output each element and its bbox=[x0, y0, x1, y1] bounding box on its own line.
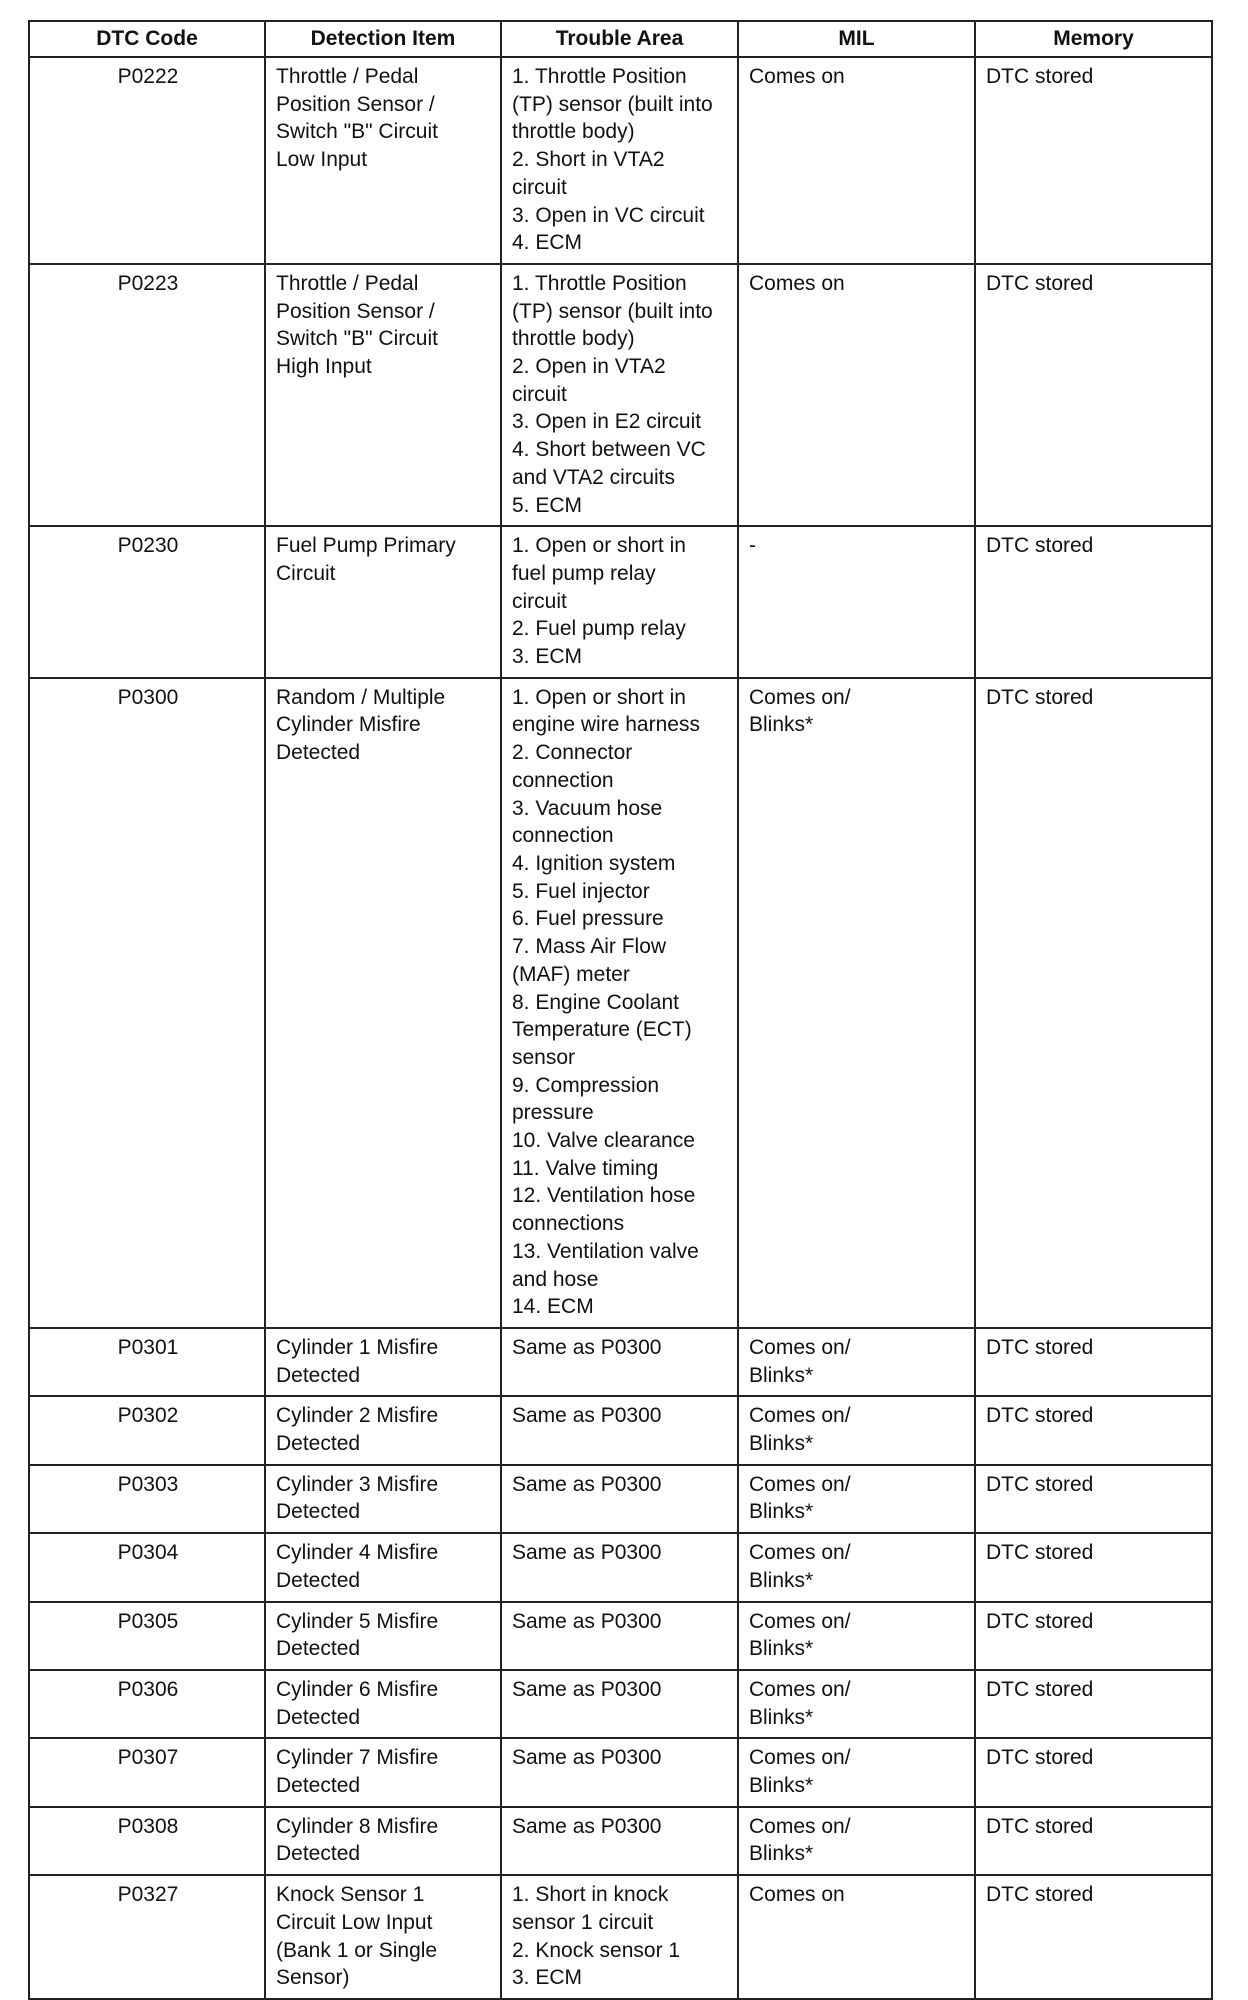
mil-cell bbox=[738, 526, 975, 678]
dtc-code-cell: P0304 bbox=[29, 1533, 265, 1601]
trouble-area-line: 1. Open or short in bbox=[512, 685, 686, 709]
table-row bbox=[29, 526, 1212, 678]
mil-cell bbox=[738, 1875, 975, 1999]
detection-item-cell bbox=[265, 1807, 501, 1875]
mil-cell bbox=[738, 264, 975, 526]
mil-line: Comes on/ bbox=[749, 1677, 851, 1701]
memory-cell bbox=[975, 678, 1212, 1328]
detection-item-cell bbox=[265, 1533, 501, 1601]
detection-item-line: High Input bbox=[276, 355, 372, 379]
trouble-area-cell bbox=[501, 1396, 738, 1464]
detection-item-line: Knock Sensor 1 bbox=[276, 1883, 425, 1907]
table-row bbox=[29, 57, 1212, 264]
trouble-area-line: 2. Connector bbox=[512, 741, 633, 765]
dtc-code-cell: P0302 bbox=[29, 1396, 265, 1464]
detection-item-line: Low Input bbox=[276, 148, 368, 172]
header-row bbox=[29, 21, 1212, 57]
trouble-area-cell bbox=[501, 1670, 738, 1738]
trouble-area-line: (MAF) meter bbox=[512, 962, 630, 986]
memory-line: DTC stored bbox=[986, 685, 1094, 709]
mil-cell bbox=[738, 1807, 975, 1875]
mil-line: Blinks* bbox=[749, 1637, 814, 1661]
memory-line: DTC stored bbox=[986, 65, 1094, 88]
dtc-table bbox=[28, 20, 1213, 2000]
trouble-area-line: 11. Valve timing bbox=[512, 1156, 659, 1180]
mil-cell bbox=[738, 57, 975, 264]
trouble-area-line: 5. Fuel injector bbox=[512, 879, 650, 903]
detection-item-line: Cylinder 4 Misfire bbox=[276, 1541, 439, 1565]
trouble-area-line: 6. Fuel pressure bbox=[512, 907, 664, 931]
mil-cell bbox=[738, 678, 975, 1328]
trouble-area-line: Same as P0300 bbox=[512, 1814, 662, 1838]
dtc-code-cell: P0306 bbox=[29, 1670, 265, 1738]
trouble-area-line: 8. Engine Coolant bbox=[512, 990, 679, 1014]
table-row bbox=[29, 1396, 1212, 1464]
trouble-area-line: Temperature (ECT) bbox=[512, 1018, 692, 1042]
dtc-code-cell: P0307 bbox=[29, 1738, 265, 1806]
mil-cell bbox=[738, 1602, 975, 1670]
trouble-area-line: connections bbox=[512, 1212, 625, 1236]
memory-cell bbox=[975, 1670, 1212, 1738]
mil-cell bbox=[738, 1670, 975, 1738]
detection-item-line: Throttle / Pedal bbox=[276, 65, 419, 88]
trouble-area-line: pressure bbox=[512, 1101, 594, 1125]
memory-line: DTC stored bbox=[986, 1677, 1094, 1701]
mil-line: Blinks* bbox=[749, 1705, 814, 1729]
trouble-area-line: Same as P0300 bbox=[512, 1541, 662, 1565]
memory-cell bbox=[975, 1465, 1212, 1533]
table-row bbox=[29, 1738, 1212, 1806]
trouble-area-cell bbox=[501, 526, 738, 678]
memory-cell bbox=[975, 1738, 1212, 1806]
trouble-area-line: 3. ECM bbox=[512, 1966, 583, 1990]
detection-item-cell bbox=[265, 1602, 501, 1670]
detection-item-line: Throttle / Pedal bbox=[276, 271, 419, 295]
detection-item-line: Cylinder 5 Misfire bbox=[276, 1609, 439, 1633]
mil-line: Blinks* bbox=[749, 1842, 814, 1866]
detection-item-line: Position Sensor / bbox=[276, 299, 435, 323]
memory-line: DTC stored bbox=[986, 1404, 1094, 1428]
detection-item-cell bbox=[265, 1875, 501, 1999]
mil-line: Comes on bbox=[749, 271, 845, 295]
mil-line: Comes on bbox=[749, 1883, 845, 1907]
trouble-area-line: 5. ECM bbox=[512, 493, 583, 517]
trouble-area-line: and VTA2 circuits bbox=[512, 465, 676, 489]
trouble-area-line: 12. Ventilation hose bbox=[512, 1184, 696, 1208]
mil-cell bbox=[738, 1533, 975, 1601]
trouble-area-line: 1. Throttle Position bbox=[512, 271, 687, 295]
trouble-area-line: 14. ECM bbox=[512, 1295, 594, 1319]
trouble-area-line: 2. Fuel pump relay bbox=[512, 617, 686, 641]
trouble-area-cell bbox=[501, 1807, 738, 1875]
trouble-area-cell bbox=[501, 1875, 738, 1999]
detection-item-line: Detected bbox=[276, 1705, 361, 1729]
detection-item-cell bbox=[265, 1328, 501, 1396]
mil-line: Comes on/ bbox=[749, 1541, 851, 1565]
table-row bbox=[29, 1465, 1212, 1533]
detection-item-line: Random / Multiple bbox=[276, 685, 446, 709]
dtc-code-cell: P0308 bbox=[29, 1807, 265, 1875]
trouble-area-line: 4. ECM bbox=[512, 231, 583, 255]
trouble-area-line: fuel pump relay bbox=[512, 561, 656, 585]
detection-item-line: Detected bbox=[276, 1774, 361, 1798]
mil-line: Comes on/ bbox=[749, 1814, 851, 1838]
detection-item-line: Position Sensor / bbox=[276, 92, 435, 116]
dtc-code-cell: P0222 bbox=[29, 57, 265, 264]
memory-cell bbox=[975, 57, 1212, 264]
mil-cell bbox=[738, 1738, 975, 1806]
trouble-area-line: circuit bbox=[512, 382, 567, 406]
mil-cell bbox=[738, 1465, 975, 1533]
detection-item-line: (Bank 1 or Single bbox=[276, 1938, 438, 1962]
trouble-area-line: engine wire harness bbox=[512, 713, 700, 737]
trouble-area-line: 3. ECM bbox=[512, 645, 583, 669]
memory-line: DTC stored bbox=[986, 1609, 1094, 1633]
trouble-area-line: sensor bbox=[512, 1045, 576, 1069]
detection-item-line: Cylinder 6 Misfire bbox=[276, 1677, 439, 1701]
dtc-code-cell: P0301 bbox=[29, 1328, 265, 1396]
detection-item-line: Cylinder 2 Misfire bbox=[276, 1404, 439, 1428]
detection-item-line: Circuit bbox=[276, 561, 336, 585]
detection-item-cell bbox=[265, 264, 501, 526]
mil-cell bbox=[738, 1396, 975, 1464]
dtc-code-cell: P0230 bbox=[29, 526, 265, 678]
trouble-area-line: Same as P0300 bbox=[512, 1404, 662, 1428]
trouble-area-line: 2. Short in VTA2 bbox=[512, 148, 665, 172]
detection-item-cell bbox=[265, 526, 501, 678]
table-row bbox=[29, 1602, 1212, 1670]
detection-item-line: Cylinder Misfire bbox=[276, 713, 421, 737]
memory-cell bbox=[975, 264, 1212, 526]
mil-line: Blinks* bbox=[749, 1774, 814, 1798]
memory-line: DTC stored bbox=[986, 534, 1094, 558]
detection-item-line: Detected bbox=[276, 741, 361, 765]
trouble-area-line: 7. Mass Air Flow bbox=[512, 935, 667, 959]
detection-item-line: Detected bbox=[276, 1842, 361, 1866]
detection-item-line: Cylinder 3 Misfire bbox=[276, 1472, 439, 1496]
trouble-area-line: Same as P0300 bbox=[512, 1746, 662, 1770]
mil-line: Comes on/ bbox=[749, 1404, 851, 1428]
memory-line: DTC stored bbox=[986, 1746, 1094, 1770]
trouble-area-line: (TP) sensor (built into bbox=[512, 299, 713, 323]
header-mil: MIL bbox=[738, 21, 975, 57]
mil-line: Comes on/ bbox=[749, 685, 851, 709]
trouble-area-line: Same as P0300 bbox=[512, 1335, 662, 1359]
detection-item-line: Detected bbox=[276, 1432, 361, 1456]
trouble-area-line: 3. Open in E2 circuit bbox=[512, 410, 702, 434]
mil-line: Comes on/ bbox=[749, 1472, 851, 1496]
trouble-area-line: 1. Open or short in bbox=[512, 534, 686, 558]
trouble-area-cell bbox=[501, 1328, 738, 1396]
mil-line: Comes on/ bbox=[749, 1609, 851, 1633]
memory-line: DTC stored bbox=[986, 1335, 1094, 1359]
memory-line: DTC stored bbox=[986, 271, 1094, 295]
trouble-area-line: 1. Short in knock bbox=[512, 1883, 669, 1907]
mil-line: Blinks* bbox=[749, 1568, 814, 1592]
memory-line: DTC stored bbox=[986, 1541, 1094, 1565]
trouble-area-line: 4. Short between VC bbox=[512, 438, 706, 462]
detection-item-line: Cylinder 8 Misfire bbox=[276, 1814, 439, 1838]
trouble-area-line: circuit bbox=[512, 175, 567, 199]
trouble-area-line: circuit bbox=[512, 589, 567, 613]
trouble-area-cell bbox=[501, 264, 738, 526]
detection-item-line: Detected bbox=[276, 1500, 361, 1524]
trouble-area-line: 9. Compression bbox=[512, 1073, 660, 1097]
memory-cell bbox=[975, 1396, 1212, 1464]
trouble-area-line: 3. Open in VC circuit bbox=[512, 203, 705, 227]
trouble-area-line: connection bbox=[512, 768, 614, 792]
trouble-area-cell bbox=[501, 1465, 738, 1533]
mil-line: Comes on bbox=[749, 65, 845, 88]
detection-item-line: Detected bbox=[276, 1637, 361, 1661]
trouble-area-line: 2. Knock sensor 1 bbox=[512, 1938, 681, 1962]
memory-cell bbox=[975, 1875, 1212, 1999]
mil-line: Blinks* bbox=[749, 1363, 814, 1387]
mil-line: Comes on/ bbox=[749, 1746, 851, 1770]
detection-item-line: Switch "B" Circuit bbox=[276, 120, 438, 144]
header-memory: Memory bbox=[975, 21, 1212, 57]
trouble-area-line: connection bbox=[512, 824, 614, 848]
mil-line: - bbox=[749, 534, 756, 558]
detection-item-line: Circuit Low Input bbox=[276, 1910, 433, 1934]
detection-item-line: Cylinder 1 Misfire bbox=[276, 1335, 439, 1359]
detection-item-line: Cylinder 7 Misfire bbox=[276, 1746, 439, 1770]
trouble-area-line: 1. Throttle Position bbox=[512, 65, 687, 88]
detection-item-cell bbox=[265, 1396, 501, 1464]
table-row bbox=[29, 1533, 1212, 1601]
trouble-area-line: Same as P0300 bbox=[512, 1472, 662, 1496]
trouble-area-line: (TP) sensor (built into bbox=[512, 92, 713, 116]
detection-item-line: Sensor) bbox=[276, 1966, 350, 1990]
memory-cell bbox=[975, 526, 1212, 678]
header-dtc-code: DTC Code bbox=[29, 21, 265, 57]
dtc-code-cell: P0303 bbox=[29, 1465, 265, 1533]
mil-line: Blinks* bbox=[749, 1432, 814, 1456]
mil-cell bbox=[738, 1328, 975, 1396]
detection-item-cell bbox=[265, 678, 501, 1328]
memory-cell bbox=[975, 1328, 1212, 1396]
memory-line: DTC stored bbox=[986, 1814, 1094, 1838]
detection-item-cell bbox=[265, 1738, 501, 1806]
memory-line: DTC stored bbox=[986, 1472, 1094, 1496]
detection-item-line: Switch "B" Circuit bbox=[276, 327, 438, 351]
trouble-area-cell bbox=[501, 1602, 738, 1670]
detection-item-cell bbox=[265, 1465, 501, 1533]
detection-item-cell bbox=[265, 1670, 501, 1738]
table-row bbox=[29, 678, 1212, 1328]
trouble-area-line: 10. Valve clearance bbox=[512, 1129, 695, 1153]
detection-item-cell bbox=[265, 57, 501, 264]
table-body bbox=[29, 57, 1212, 1999]
memory-cell bbox=[975, 1602, 1212, 1670]
trouble-area-line: 2. Open in VTA2 bbox=[512, 355, 666, 379]
table-row bbox=[29, 1328, 1212, 1396]
table-row bbox=[29, 1875, 1212, 1999]
mil-line: Blinks* bbox=[749, 1500, 814, 1524]
header-trouble-area: Trouble Area bbox=[501, 21, 738, 57]
header-detection-item: Detection Item bbox=[265, 21, 501, 57]
trouble-area-line: Same as P0300 bbox=[512, 1609, 662, 1633]
trouble-area-cell bbox=[501, 1533, 738, 1601]
trouble-area-cell bbox=[501, 1738, 738, 1806]
table-row bbox=[29, 1670, 1212, 1738]
trouble-area-line: Same as P0300 bbox=[512, 1677, 662, 1701]
trouble-area-line: and hose bbox=[512, 1267, 599, 1291]
mil-line: Comes on/ bbox=[749, 1335, 851, 1359]
detection-item-line: Detected bbox=[276, 1363, 361, 1387]
trouble-area-line: throttle body) bbox=[512, 327, 635, 351]
dtc-code-cell: P0300 bbox=[29, 678, 265, 1328]
memory-cell bbox=[975, 1807, 1212, 1875]
dtc-code-cell: P0305 bbox=[29, 1602, 265, 1670]
trouble-area-line: sensor 1 circuit bbox=[512, 1910, 654, 1934]
trouble-area-line: 13. Ventilation valve bbox=[512, 1239, 699, 1263]
table-row bbox=[29, 264, 1212, 526]
detection-item-line: Fuel Pump Primary bbox=[276, 534, 456, 558]
dtc-code-cell: P0223 bbox=[29, 264, 265, 526]
table-row bbox=[29, 1807, 1212, 1875]
mil-line: Blinks* bbox=[749, 713, 814, 737]
dtc-code-cell: P0327 bbox=[29, 1875, 265, 1999]
trouble-area-line: throttle body) bbox=[512, 120, 635, 144]
trouble-area-cell bbox=[501, 57, 738, 264]
detection-item-line: Detected bbox=[276, 1568, 361, 1592]
trouble-area-line: 3. Vacuum hose bbox=[512, 796, 663, 820]
memory-line: DTC stored bbox=[986, 1883, 1094, 1907]
trouble-area-cell bbox=[501, 678, 738, 1328]
memory-cell bbox=[975, 1533, 1212, 1601]
trouble-area-line: 4. Ignition system bbox=[512, 851, 676, 875]
